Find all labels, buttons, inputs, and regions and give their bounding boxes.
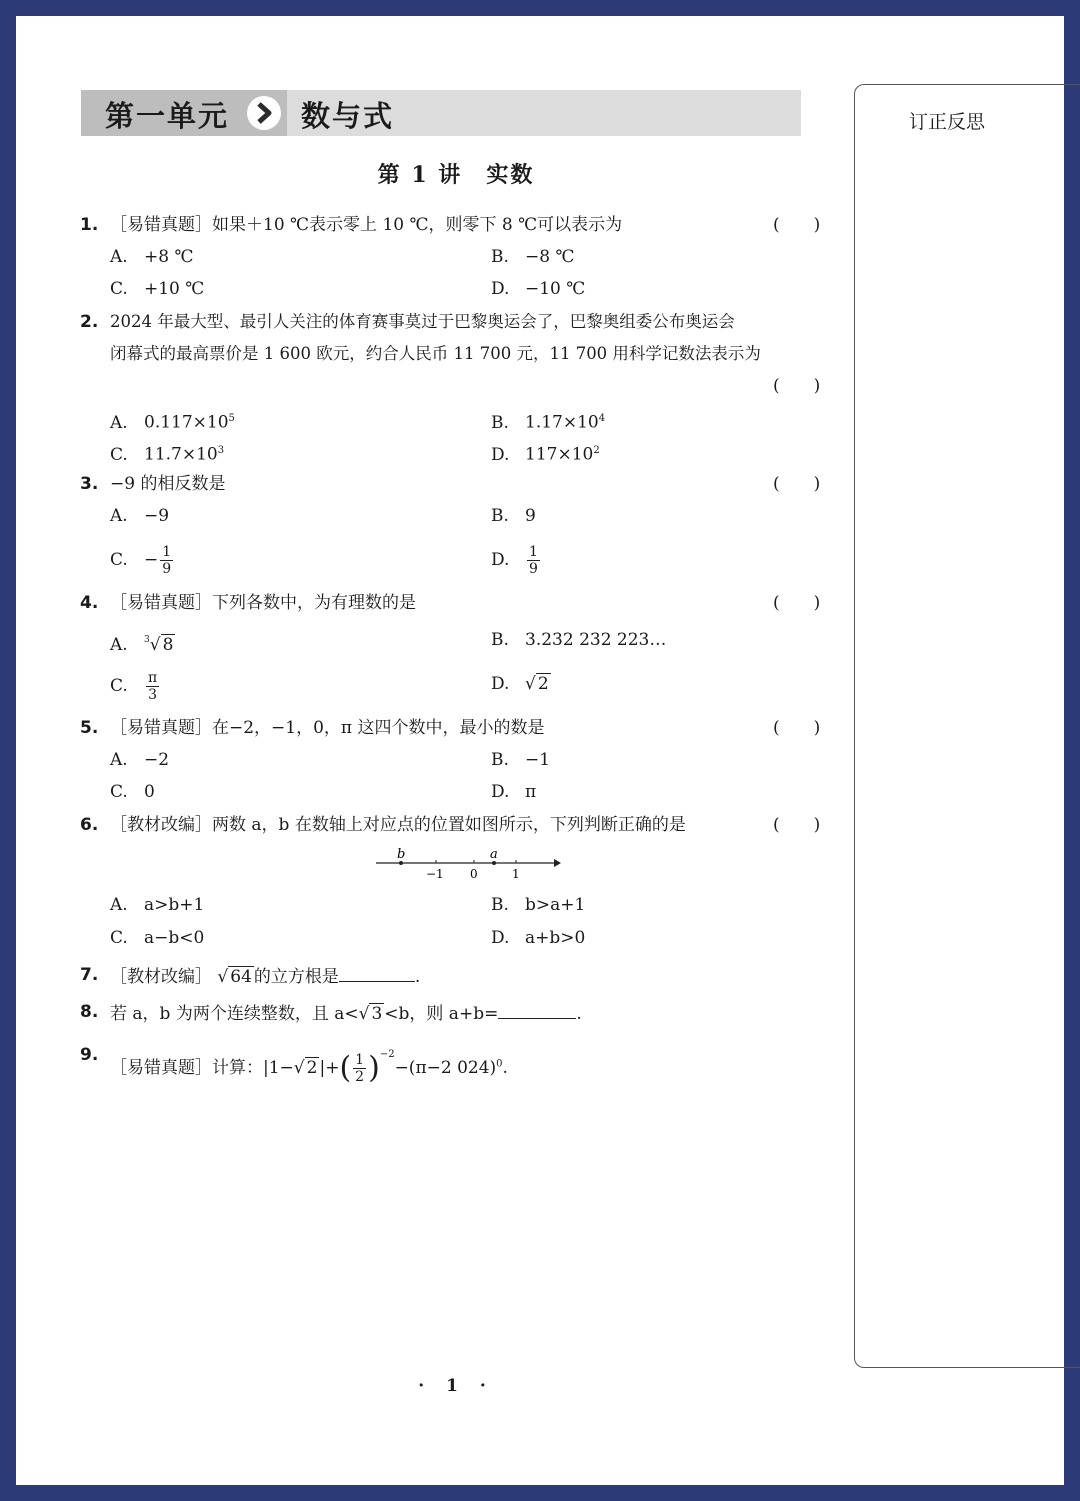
option-letter: D. [491, 674, 510, 694]
question-stem [110, 813, 686, 837]
square-root: √ 2 [525, 674, 549, 694]
option-d [491, 544, 542, 577]
option-text: 1.17×10 [525, 412, 599, 433]
question-text: 下列各数中，为有理数的是 [212, 593, 416, 613]
period: . [576, 1004, 582, 1024]
question-number: 3. [80, 474, 99, 494]
radicand: 2 [306, 1058, 318, 1078]
tick-label: 1 [512, 867, 520, 880]
question-text: 闭幕式的最高票价是 1 600 欧元，约合人民币 11 700 元，11 700 用科学记数法表示为 [110, 344, 761, 363]
radicand: 3 [371, 1004, 383, 1024]
fraction [146, 670, 159, 703]
option-a [110, 628, 175, 657]
option-c [110, 780, 155, 804]
answer-blank[interactable] [339, 963, 415, 982]
option-text: b>a+1 [525, 895, 586, 915]
denominator: 2 [355, 1069, 365, 1085]
option-d [491, 926, 585, 950]
question-text: 2024 年最大型、最引人关注的体育赛事莫过于巴黎奥运会了，巴黎奥组委公布奥运会 [110, 312, 735, 331]
option-text: −8 ℃ [525, 247, 575, 267]
lecture-number: 第 1 讲 [377, 162, 463, 188]
option-letter: D. [491, 279, 510, 299]
option-text: −2 [144, 750, 170, 770]
correction-reflection-panel [854, 84, 1080, 1368]
option-letter: C. [110, 550, 128, 570]
option-letter: A. [110, 635, 128, 655]
numerator: π [148, 670, 158, 686]
fraction [160, 544, 173, 577]
page-number: · 1 · [418, 1376, 494, 1396]
option-text: 0.117×10 [144, 412, 229, 433]
question-tag: ［易错真题］ [110, 215, 212, 235]
option-text: 117×10 [525, 444, 594, 465]
option-a [110, 245, 193, 269]
answer-paren: ( ) [773, 718, 821, 738]
option-letter: B. [491, 895, 509, 915]
answer-paren: ( ) [773, 376, 821, 396]
option-letter: D. [491, 550, 510, 570]
exponent: 5 [228, 413, 235, 424]
option-c [110, 926, 204, 950]
option-letter: B. [491, 506, 509, 526]
exponent: 0 [496, 1058, 503, 1070]
question-stem [110, 591, 416, 615]
question-number: 4. [80, 593, 99, 613]
option-letter: B. [491, 630, 509, 650]
lecture-name: 实数 [486, 162, 535, 188]
option-text: 9 [525, 506, 536, 526]
option-c [110, 277, 204, 301]
option-letter: B. [491, 247, 509, 267]
radicand: 2 [537, 674, 549, 694]
square-root: √ 3 [358, 1004, 383, 1024]
option-letter: D. [491, 444, 510, 465]
option-c [110, 544, 175, 577]
option-text: π [525, 782, 537, 802]
radicand: 8 [162, 635, 174, 655]
option-b [491, 504, 536, 528]
option-c [110, 439, 224, 467]
option-letter: C. [110, 928, 128, 948]
option-d [491, 672, 551, 696]
option-text: −1 [525, 750, 551, 770]
option-d [491, 439, 600, 467]
question-stem [110, 963, 420, 989]
option-text: −10 ℃ [525, 279, 586, 299]
question-tag: ［教材改编］ [110, 815, 212, 835]
option-letter: D. [491, 928, 510, 948]
square-root: √ 2 [293, 1058, 318, 1078]
option-letter: A. [110, 412, 128, 433]
question-tag: ［教材改编］ [110, 967, 212, 987]
left-paren: ( [339, 1050, 352, 1086]
option-a [110, 504, 169, 528]
denominator: 3 [148, 687, 158, 703]
question-text: 若 a，b 为两个连续整数，且 a< [110, 1004, 359, 1024]
period: . [502, 1058, 508, 1078]
option-d [491, 277, 585, 301]
option-letter: D. [491, 782, 510, 802]
axis-arrow-icon [554, 859, 561, 867]
question-text: |+ [319, 1058, 340, 1078]
side-panel-title: 订正反思 [909, 111, 986, 133]
question-stem [110, 716, 545, 740]
option-a [110, 748, 169, 772]
option-d [491, 780, 536, 804]
option-letter: C. [110, 444, 128, 465]
answer-paren: ( ) [773, 215, 821, 235]
answer-paren: ( ) [773, 593, 821, 613]
question-number: 6. [80, 815, 99, 835]
option-text: +10 ℃ [144, 279, 205, 299]
option-text: a>b+1 [144, 895, 205, 915]
right-paren: ) [368, 1050, 380, 1086]
root-index: 3 [144, 635, 150, 645]
option-letter: A. [110, 247, 128, 267]
option-a [110, 407, 235, 435]
option-text: a−b<0 [144, 928, 205, 948]
question-text: 计算：|1− [212, 1058, 294, 1078]
minus-sign: − [144, 550, 159, 570]
question-stem [110, 213, 622, 237]
denominator: 9 [162, 561, 172, 577]
question-text: 两数 a，b 在数轴上对应点的位置如图所示，下列判断正确的是 [212, 815, 686, 835]
option-text: a+b>0 [525, 928, 586, 948]
square-root: √ 64 [217, 967, 252, 987]
option-b [491, 893, 585, 917]
numerator: 1 [529, 544, 538, 560]
option-letter: C. [110, 782, 128, 802]
option-letter: B. [491, 412, 509, 433]
question-text: 的立方根是 [253, 967, 339, 987]
period: . [414, 967, 421, 987]
answer-paren: ( ) [773, 474, 821, 494]
option-letter: A. [110, 506, 128, 526]
question-text: 如果＋10 ℃表示零上 10 ℃，则零下 8 ℃可以表示为 [212, 215, 623, 235]
question-text: <b，则 a+b= [384, 1004, 499, 1024]
option-b [491, 748, 550, 772]
section-title: 数与式 [301, 99, 395, 133]
question-text: 在−2，−1，0，π 这四个数中，最小的数是 [212, 718, 545, 738]
option-text: −9 [144, 506, 170, 526]
question-number: 5. [80, 718, 99, 738]
chevron-right-icon [247, 96, 281, 130]
question-tag: ［易错真题］ [110, 718, 212, 738]
answer-blank[interactable] [498, 1000, 576, 1019]
option-text: 0 [144, 782, 155, 802]
question-number: 8. [80, 1002, 99, 1022]
exponent: 3 [217, 445, 225, 456]
question-number: 2. [80, 312, 99, 332]
question-text: −9 的相反数是 [110, 474, 226, 494]
unit-title: 第一单元 [105, 99, 230, 133]
question-number: 9. [80, 1045, 99, 1065]
point-b-label: b [397, 847, 406, 862]
lecture-title [16, 158, 896, 189]
question-stem [110, 1000, 582, 1026]
question-number: 1. [80, 215, 99, 235]
exponent: −2 [379, 1049, 395, 1060]
option-letter: C. [110, 279, 128, 299]
cube-root: √ 8 [149, 635, 174, 655]
question-tag: ［易错真题］ [110, 1058, 212, 1078]
exponent: 4 [598, 413, 606, 424]
fraction [353, 1052, 366, 1085]
numerator: 1 [162, 544, 172, 560]
radicand: 64 [230, 967, 252, 987]
denominator: 9 [529, 561, 538, 577]
point-a-label: a [490, 847, 498, 862]
option-text: 3.232 232 223… [525, 630, 667, 650]
option-text: 11.7×10 [144, 444, 218, 465]
option-text: +8 ℃ [144, 247, 194, 267]
option-b [491, 407, 605, 435]
tick-label: −1 [426, 867, 444, 880]
question-number: 7. [80, 965, 99, 985]
question-text: −(π−2 024) [394, 1058, 497, 1078]
unit-banner [81, 90, 801, 136]
page [16, 16, 1064, 1485]
option-b [491, 628, 666, 652]
option-letter: A. [110, 895, 128, 915]
question-tag: ［易错真题］ [110, 593, 212, 613]
exponent: 2 [593, 445, 600, 456]
question-stem [110, 1032, 508, 1092]
number-line-figure [374, 846, 564, 880]
fraction [527, 544, 540, 577]
tick-label: 0 [470, 867, 478, 880]
option-c [110, 670, 161, 703]
option-b [491, 245, 574, 269]
option-letter: A. [110, 750, 128, 770]
option-letter: C. [110, 676, 128, 696]
option-letter: B. [491, 750, 509, 770]
numerator: 1 [355, 1052, 365, 1068]
answer-paren: ( ) [773, 815, 821, 835]
option-a [110, 893, 204, 917]
